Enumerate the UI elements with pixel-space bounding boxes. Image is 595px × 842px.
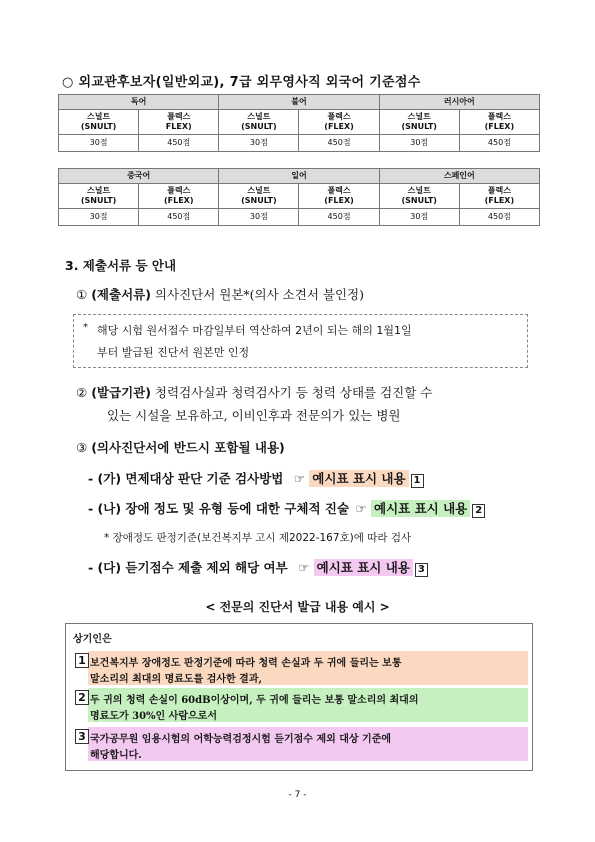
col-header-flex: 플렉스 (FLEX) [299, 184, 379, 209]
pointing-hand-icon: ☞ [293, 471, 305, 486]
example-intro: 상기인은 [73, 634, 112, 645]
table-cell: 450점 [299, 135, 379, 152]
col-header-flex: 플렉스 FLEX) [139, 110, 219, 135]
item-text-cont: 있는 시설을 보유하고, 이비인후과 전문의가 있는 병원 [107, 408, 401, 423]
table-cell: 450점 [299, 209, 379, 226]
score-table-1 [58, 94, 540, 152]
example-line: 두 귀의 청력 손실이 60dB이상이며, 두 귀에 들리는 보통 말소리의 최대의 [90, 695, 419, 706]
lang-header: 스페인어 [379, 169, 539, 184]
example-tag: 예시표 표시 내용 [309, 470, 408, 487]
example-line: 국가공무원 임용시험의 어학능력검정시험 듣기점수 제외 대상 기준에 [90, 734, 392, 745]
item-label: (발급기관) [91, 385, 151, 400]
section3-heading: 3. 제출서류 등 안내 [65, 258, 177, 273]
example-line: 보건복지부 장애정도 판정기준에 따라 청력 손실과 두 귀에 들리는 보통 [90, 658, 402, 669]
item-number: ③ [76, 440, 88, 455]
col-header-flex: 플렉스 (FLEX) [459, 110, 539, 135]
lang-header: 중국어 [59, 169, 219, 184]
example-line: 명료도가 30%인 사람으로서 [90, 711, 217, 722]
pointing-hand-icon: ☞ [298, 560, 310, 575]
score-table-2 [58, 168, 540, 226]
col-header-flex: 플렉스 (FLEX) [139, 184, 219, 209]
example-number-box: 3 [75, 729, 89, 744]
sub-item-b [88, 499, 485, 518]
table-cell: 30점 [219, 209, 299, 226]
item-1 [76, 285, 364, 303]
lang-header: 러시아어 [379, 95, 539, 110]
lang-header: 일어 [219, 169, 379, 184]
item-number: ② [76, 385, 88, 400]
item-text: 의사진단서 원본*(의사 소견서 불인정) [154, 287, 364, 302]
sub-item-text: - (가) 면제대상 판단 기준 검사방법 [88, 471, 284, 486]
example-line: 말소리의 최대의 명료도를 검사한 결과, [90, 674, 262, 685]
table-cell: 450점 [459, 209, 539, 226]
note-line: 부터 발급된 진단서 원본만 인정 [97, 346, 250, 359]
item-text: 청력검사실과 청력검사기 등 청력 상태를 검진할 수 [154, 385, 433, 400]
lang-header: 독어 [59, 95, 219, 110]
table-cell: 30점 [59, 209, 139, 226]
sub-item-c [88, 558, 428, 577]
table-cell: 30점 [59, 135, 139, 152]
col-header-snult: 스널트 (SNULT) [379, 110, 459, 135]
item-label: (의사진단서에 반드시 포함될 내용) [91, 440, 285, 455]
tag-number-box: 2 [472, 504, 485, 518]
tag-number-box: 3 [415, 563, 428, 577]
col-header-snult: 스널트 (SNULT) [219, 184, 299, 209]
example-number-box: 2 [75, 690, 89, 705]
col-header-snult: 스널트 (SNULT) [379, 184, 459, 209]
sub-item-a [88, 469, 424, 488]
note-line: 해당 시험 원서접수 마감일부터 역산하여 2년이 되는 해의 1월1일 [97, 324, 412, 337]
table-cell: 450점 [459, 135, 539, 152]
sub-item-b-note: * 장애정도 판정기준(보건복지부 고시 제2022-167호)에 따라 검사 [104, 532, 412, 544]
circle-bullet-icon: ○ [62, 75, 74, 90]
table-cell: 450점 [139, 135, 219, 152]
section-title-text: 외교관후보자(일반외교), 7급 외무영사직 외국어 기준점수 [78, 75, 421, 90]
section-title [62, 71, 421, 90]
example-number-box: 1 [75, 653, 89, 668]
table-cell: 30점 [379, 135, 459, 152]
col-header-snult: 스널트 (SNULT) [59, 184, 139, 209]
pointing-hand-icon: ☞ [355, 501, 367, 516]
example-line: 해당합니다. [90, 750, 142, 761]
col-header-snult: 스널트 (SNULT) [59, 110, 139, 135]
sub-item-text: - (나) 장애 정도 및 유형 등에 대한 구체적 진술 [88, 501, 350, 516]
example-title: < 전문의 진단서 발급 내용 예시 > [205, 600, 390, 614]
item-3 [76, 438, 285, 456]
item-number: ① [76, 287, 88, 302]
sub-item-text: - (다) 듣기점수 제출 제외 해당 여부 [88, 560, 288, 575]
example-tag: 예시표 표시 내용 [314, 559, 413, 576]
note-asterisk: * [83, 322, 88, 333]
item-2 [76, 383, 432, 401]
item-label: (제출서류) [91, 287, 151, 302]
page-number: - 7 - [288, 790, 307, 800]
col-header-flex: 플렉스 (FLEX) [459, 184, 539, 209]
table-cell: 30점 [379, 209, 459, 226]
table-cell: 30점 [219, 135, 299, 152]
tag-number-box: 1 [411, 474, 424, 488]
example-tag: 예시표 표시 내용 [371, 500, 470, 517]
col-header-snult: 스널트 (SNULT) [219, 110, 299, 135]
lang-header: 불어 [219, 95, 379, 110]
table-cell: 450점 [139, 209, 219, 226]
col-header-flex: 플렉스 (FLEX) [299, 110, 379, 135]
